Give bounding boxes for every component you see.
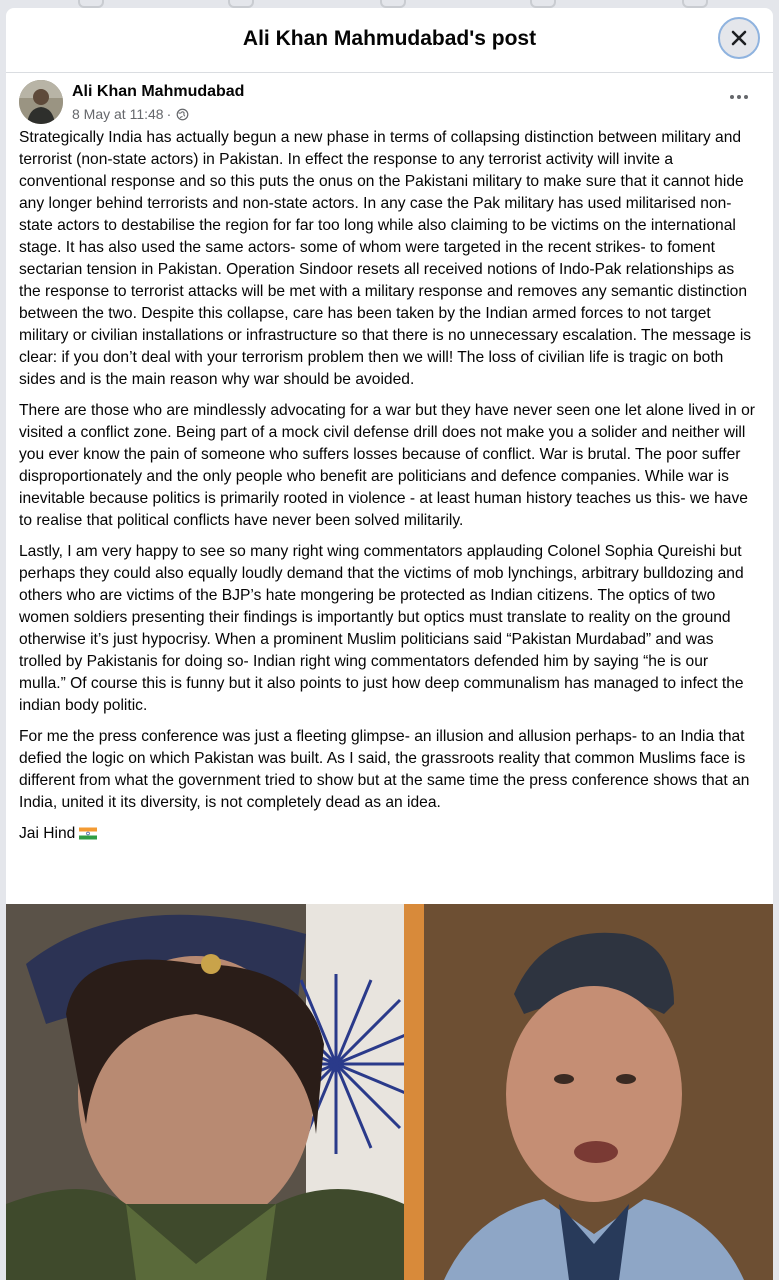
marketplace-tab-icon [380,0,406,8]
modal-header [6,8,773,73]
post-paragraph: There are those who are mindlessly advocating for a war but they have never seen one let alone lived in or visited a conflict zone. Being part of a mock civil defense drill does not make you a solider and neither will you ever know the pain of someone who suffers losses because of conflict. War is brutal. The poor suffer disproportionately and the only people who benefit are politicians and defence companies. While war is inevitable because politics is primarily rooted in violence - at least human history teaches us this- we have to realise that political conflicts have never been solved militarily. [19,402,755,529]
india-flag-icon [79,827,97,840]
close-button[interactable] [718,17,760,59]
closing-text: Jai Hind [19,825,76,842]
photo-officer-right-image [404,904,773,1280]
post-modal [6,8,773,1280]
post-paragraph: For me the press conference was just a fleeting glimpse- an illusion and allusion perhaps- to an India that defied the logic on which Pakistan was built. As I said, the grassroots reality that common Muslims face is different from what the government tried to show but at the same time the press conference shows that an India, united it its diversity, is not completely dead as an idea. [19,728,750,811]
groups-tab-icon [530,0,556,8]
photo-officer-left-image [6,904,404,1280]
more-options-dot [744,95,748,99]
avatar[interactable] [19,80,63,124]
post-timestamp[interactable]: 8 May at 11:48 [72,106,164,122]
close-icon [729,28,749,48]
avatar-image [19,80,63,124]
gaming-tab-icon [682,0,708,8]
post-header [6,73,773,127]
more-options-icon [730,95,734,99]
post-paragraph: Strategically India has actually begun a new phase in terms of collapsing distinction between military and terrorist (non-state actors) in Pakistan. In effect the response to any terrorist activity will invite a conventional response and so this puts the onus on the Pakistani military to make sure that it cannot hide any longer behind terrorists and non-state actors. In any case the Pak military has used militarised non-state actors to destabilise the region for far too long while also claiming to be victims on the international stage. It has also used the same actors- some of whom were targeted in the recent strikes- to foment sectarian tension in Pakistan. Operation Sindoor resets all received notions of Indo-Pak relationships as the response to terrorist attacks will be met with a military response and removes any semantic distinction between the two. Despite this collapse, care has been taken by the Indian armed forces to not target military or civilian installations or infrastructure so that there is no unnecessary escalation. The message is clear: if you don’t deal with your terrorism problem then we will! The loss of civilian life is tragic on both sides and is the main reason why war should be avoided. [19,129,752,388]
globe-icon[interactable] [176,108,189,121]
post-image[interactable] [6,904,773,1280]
more-options-button[interactable] [725,87,753,107]
post-paragraph: Lastly, I am very happy to see so many right wing commentators applauding Colonel Sophia Qureishi but perhaps they could also equally loudly demand that the victims of mob lynchings, arbitrary bulldozing and others who are victims of the BJP’s hate mongering be protected as Indian citizens. The optics of two women soldiers presenting their findings is importantly but optics must translate to reality on the ground otherwise it’s just hypocrisy. When a prominent Muslim politicians said “Pakistan Murdabad” and was trolled by Pakistanis for doing so- Indian right wing commentators defended him by saying “he is our mulla.” Of course this is funny but it also points to just how deep communalism has managed to infect the indian body politic. [19,543,744,714]
post-closing [19,823,759,845]
post-meta [72,106,189,122]
post-body [6,127,773,845]
author-name[interactable]: Ali Khan Mahmudabad [72,83,245,100]
meta-separator: · [166,106,172,122]
photo-officer-right [404,904,773,1280]
modal-title: Ali Khan Mahmudabad's post [242,27,537,50]
home-tab-icon [78,0,104,8]
video-tab-icon [228,0,254,8]
photo-officer-left [6,904,404,1280]
more-options-dot [737,95,741,99]
